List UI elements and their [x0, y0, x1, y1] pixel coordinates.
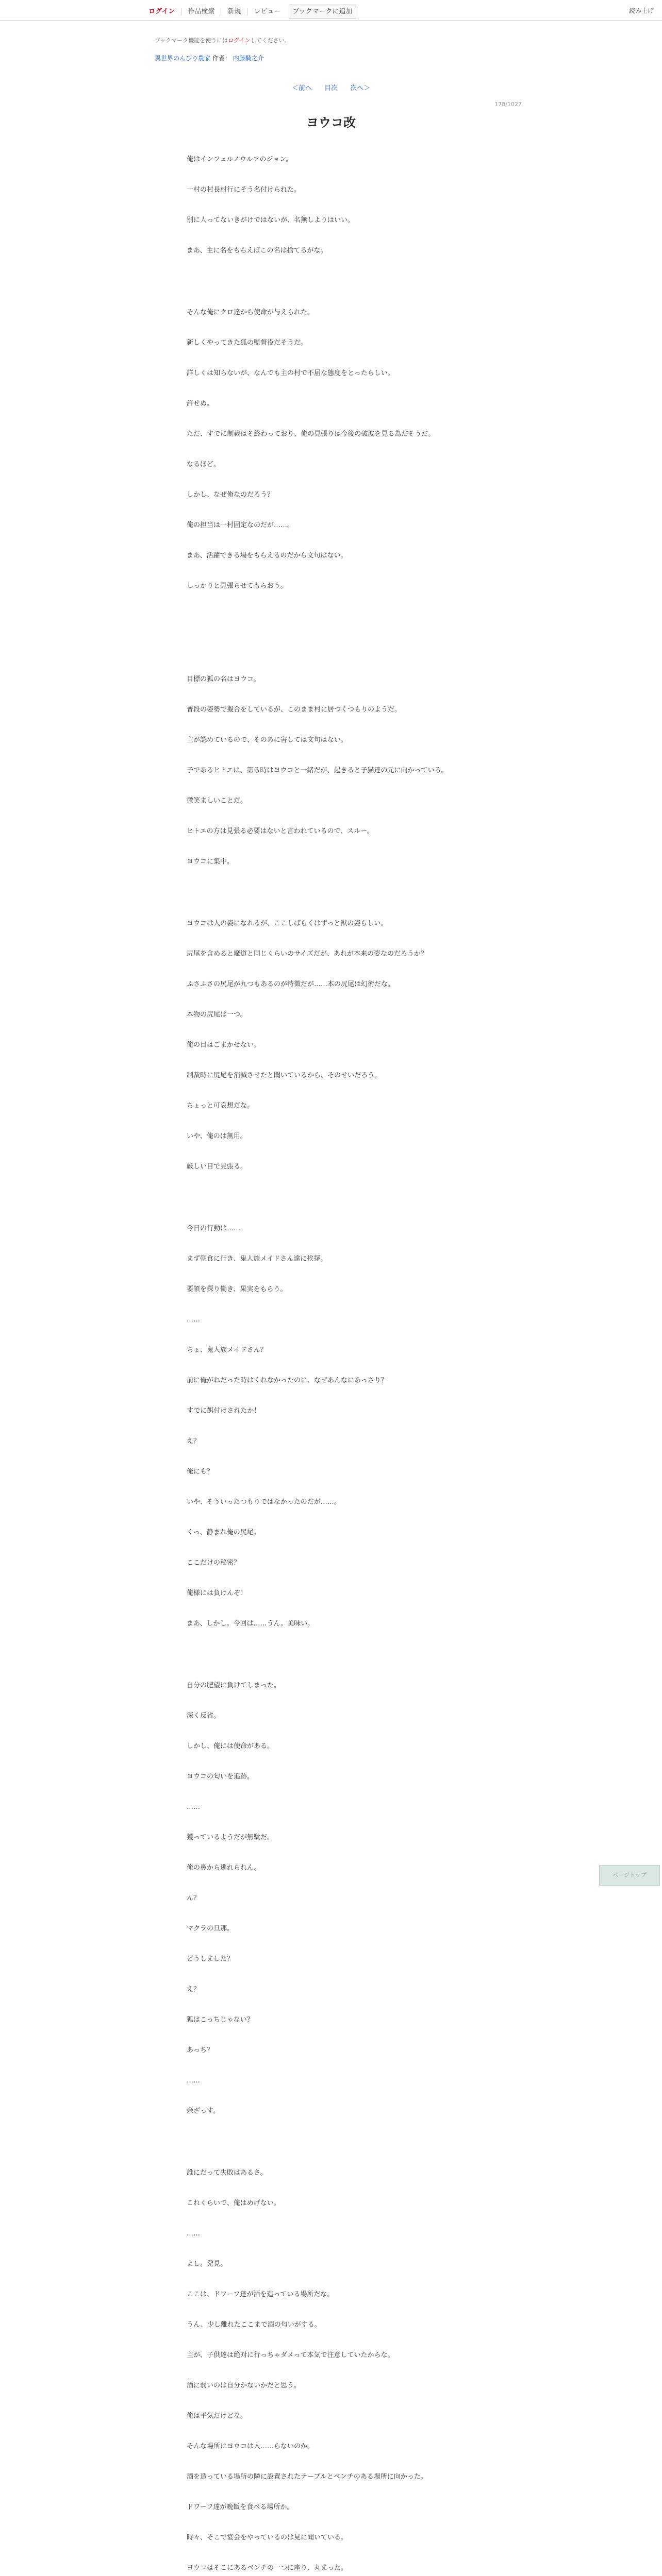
- body-paragraph: これくらいで、俺はめげない。: [187, 2199, 280, 2207]
- body-paragraph: 目標の狐の名はヨウコ。: [187, 675, 260, 683]
- body-paragraph: 本物の尻尾は一つ。: [187, 1011, 247, 1019]
- body-paragraph: ちょ、鬼人族メイドさん？: [187, 1346, 267, 1354]
- body-paragraph: 主が認めているので、そのあに害しては文句はない。: [187, 736, 347, 744]
- body-paragraph: 俺は平気だけどな。: [187, 2412, 247, 2420]
- notice-suffix: してください。: [250, 37, 290, 44]
- body-paragraph: しかし、俺には使命がある。: [187, 1742, 274, 1750]
- body-paragraph: 余ざっす。: [187, 2107, 220, 2115]
- body-paragraph: 深く反省。: [187, 1712, 221, 1720]
- series-title-link[interactable]: 異世界のんびり農家: [155, 55, 211, 62]
- body-paragraph: ……: [187, 1316, 200, 1324]
- body-paragraph: 子であるヒトエは、第る時はヨウコと一緒だが、起きると子猫達の元に向かっている。: [187, 767, 448, 774]
- body-paragraph: まあ、主に名をもらえばこの名は捨てるがな。: [187, 247, 327, 255]
- bookmark-add-button[interactable]: ブックマークに追加: [289, 5, 356, 19]
- notice-prefix: ブックマーク機能を使うには: [155, 37, 228, 44]
- body-paragraph: ……: [187, 2077, 200, 2084]
- body-paragraph: しかし、なぜ俺なのだろう？: [187, 491, 274, 499]
- body-paragraph: 許せぬ。: [187, 400, 214, 408]
- body-paragraph: 厳しい目で見張る。: [187, 1163, 247, 1171]
- body-paragraph: そんな場所にヨウコは入……らないのか。: [187, 2443, 315, 2450]
- author-label: 作者：: [212, 55, 231, 62]
- body-paragraph: 尻尾を含めると魔道と同じくらいのサイズだが、あれが本来の姿なのだろうか？: [187, 950, 427, 958]
- body-paragraph: 時々、そこで宴会をやっているのは見に聞いている。: [187, 2534, 348, 2541]
- body-paragraph: ただ、すでに制裁はそ終わっており、俺の見張りは今後の破波を見る為だそうだ。: [187, 430, 435, 438]
- nav-link-new[interactable]: 新規: [227, 8, 241, 15]
- notice-login-link[interactable]: ログイン: [228, 37, 251, 44]
- body-paragraph: くっ、静まれ俺の尻尾。: [187, 1529, 260, 1536]
- chapter-pager: [0, 82, 662, 92]
- body-paragraph: ヨウコの匂いを追跡。: [187, 1773, 254, 1781]
- body-paragraph: 詳しくは知らないが、なんでも主の村で不届な態度をとったらしい。: [187, 369, 394, 377]
- body-paragraph: 俺様には負けんぞ！: [187, 1589, 247, 1597]
- body-paragraph: ん？: [187, 1894, 201, 1902]
- body-paragraph: え？: [187, 1437, 201, 1445]
- body-paragraph: 俺はインフェルノウルフのジョン。: [187, 156, 293, 163]
- login-link[interactable]: ログイン: [148, 8, 175, 15]
- nav-link-search[interactable]: 作品検索: [188, 8, 215, 15]
- body-paragraph: 別に人ってないきがけではないが、名無しよりはいい。: [187, 216, 355, 224]
- page-top-button[interactable]: ページトップ: [599, 1865, 660, 1886]
- body-paragraph: 酒に弱いのは自分かないかだと思う。: [187, 2382, 301, 2389]
- bookmark-notice: [155, 36, 290, 44]
- body-paragraph: 普段の姿勢で擬合をしているが、このまま村に居つくつもりのようだ。: [187, 706, 402, 714]
- body-paragraph: ヨウコは人の姿になれるが、ここしばらくはずっと獣の姿らしい。: [187, 920, 388, 927]
- body-paragraph: あっち？: [187, 2046, 213, 2054]
- top-navigation: [0, 0, 662, 21]
- body-paragraph: なるほど。: [187, 461, 221, 468]
- body-paragraph: 新しくやってきた狐の監督役だそうだ。: [187, 339, 308, 347]
- body-paragraph: 微笑ましいことだ。: [187, 797, 247, 805]
- body-paragraph: いや、そういったつもりではなかったのだが……。: [187, 1498, 341, 1506]
- body-paragraph: まあ、活躍できる場をもらえるのだから文句はない。: [187, 552, 347, 560]
- paragraph-spacer: [187, 643, 490, 674]
- prev-chapter-link[interactable]: ＜前へ: [291, 84, 312, 92]
- body-paragraph: 今日の行動は……。: [187, 1225, 247, 1232]
- body-paragraph: ヨウコはそこにあるベンチの一つに座り、丸まった。: [187, 2564, 348, 2572]
- body-paragraph: 主が、子供達は絶対に行っちゃダメって本気で注意していたからな。: [187, 2351, 394, 2359]
- body-paragraph: ヒトエの方は見張る必要はないと言われているので、スルー。: [187, 827, 374, 835]
- body-paragraph: まあ、しかし。今回は……うん。美味い。: [187, 1620, 315, 1628]
- nav-links: [142, 5, 356, 19]
- paragraph-spacer: [187, 1649, 490, 1681]
- body-paragraph: しっかりと見張らせてもらおう。: [187, 582, 287, 590]
- body-paragraph: そんな俺にクロ達から使命が与えられた。: [187, 309, 315, 316]
- body-paragraph: 俺の鼻から逃れられん。: [187, 1864, 261, 1872]
- paragraph-spacer: [187, 612, 490, 643]
- body-paragraph: 俺の目はごまかせない。: [187, 1041, 261, 1049]
- body-paragraph: うん、少し離れたここまで酒の匂いがする。: [187, 2321, 321, 2329]
- chapter-title: ヨウコ改: [306, 115, 356, 130]
- next-chapter-link[interactable]: 次へ＞: [350, 84, 371, 92]
- body-paragraph: よし。発見。: [187, 2260, 227, 2268]
- chapter-body: [187, 155, 490, 2576]
- paragraph-spacer: [187, 1192, 490, 1224]
- body-paragraph: 自分の肥望に負けてしまった。: [187, 1682, 281, 1689]
- body-paragraph: 一村の村長村行にそう名付けられた。: [187, 186, 301, 194]
- body-paragraph: いや、俺のは無用。: [187, 1132, 247, 1140]
- body-paragraph: すでに餌付けされたか！: [187, 1407, 261, 1415]
- author-link[interactable]: 内藤騎之介: [233, 55, 264, 62]
- body-paragraph: 狐はこっちじゃない？: [187, 2016, 254, 2024]
- nav-link-review[interactable]: レビュー: [254, 8, 281, 15]
- series-info: [155, 54, 264, 62]
- body-paragraph: え？: [187, 1986, 201, 1993]
- body-paragraph: ……: [187, 2230, 200, 2238]
- body-paragraph: ちょっと可哀想だな。: [187, 1102, 254, 1110]
- body-paragraph: 獲っているようだが無駄だ。: [187, 1834, 274, 1841]
- body-paragraph: マクラの旦那。: [187, 1925, 234, 1933]
- paragraph-spacer: [187, 887, 490, 919]
- body-paragraph: ここは、ドワーフ達が酒を造っている場所だな。: [187, 2291, 334, 2298]
- read-aloud-link[interactable]: 読み上げ: [628, 7, 654, 14]
- body-paragraph: ここだけの秘密？: [187, 1559, 241, 1567]
- body-paragraph: ヨウコに集中。: [187, 858, 234, 866]
- body-paragraph: ドワーフ達が晩飯を食べる場所か。: [187, 2503, 294, 2511]
- body-paragraph: まず朝食に行き、鬼人族メイドさん達に挨拶。: [187, 1255, 327, 1263]
- body-paragraph: 制裁時に尻尾を消滅させたと聞いているから、そのせいだろう。: [187, 1072, 382, 1079]
- body-paragraph: 要領を探り働き、果実をもらう。: [187, 1285, 287, 1293]
- body-paragraph: 前に俺がねだった時はくれなかったのに、なぜあんなにあっさり？: [187, 1377, 388, 1384]
- body-paragraph: 俺の担当は一村固定なのだが……。: [187, 521, 294, 529]
- body-paragraph: どうしました？: [187, 1955, 234, 1963]
- body-paragraph: 酒を造っている場所の隣に設置されたテーブルとベンチのある場所に向かった。: [187, 2473, 427, 2481]
- page-number: 178/1027: [494, 101, 522, 108]
- body-paragraph: ふさふさの尻尾が九つもあるのが特徴だが……本の尻尾は幻術だな。: [187, 980, 395, 988]
- paragraph-spacer: [187, 2137, 490, 2168]
- paragraph-spacer: [187, 276, 490, 308]
- body-paragraph: 誰にだって失敗はあるさ。: [187, 2169, 267, 2177]
- body-paragraph: ……: [187, 1803, 200, 1811]
- body-paragraph: 俺にも？: [187, 1468, 214, 1476]
- index-link[interactable]: 目次: [324, 84, 338, 92]
